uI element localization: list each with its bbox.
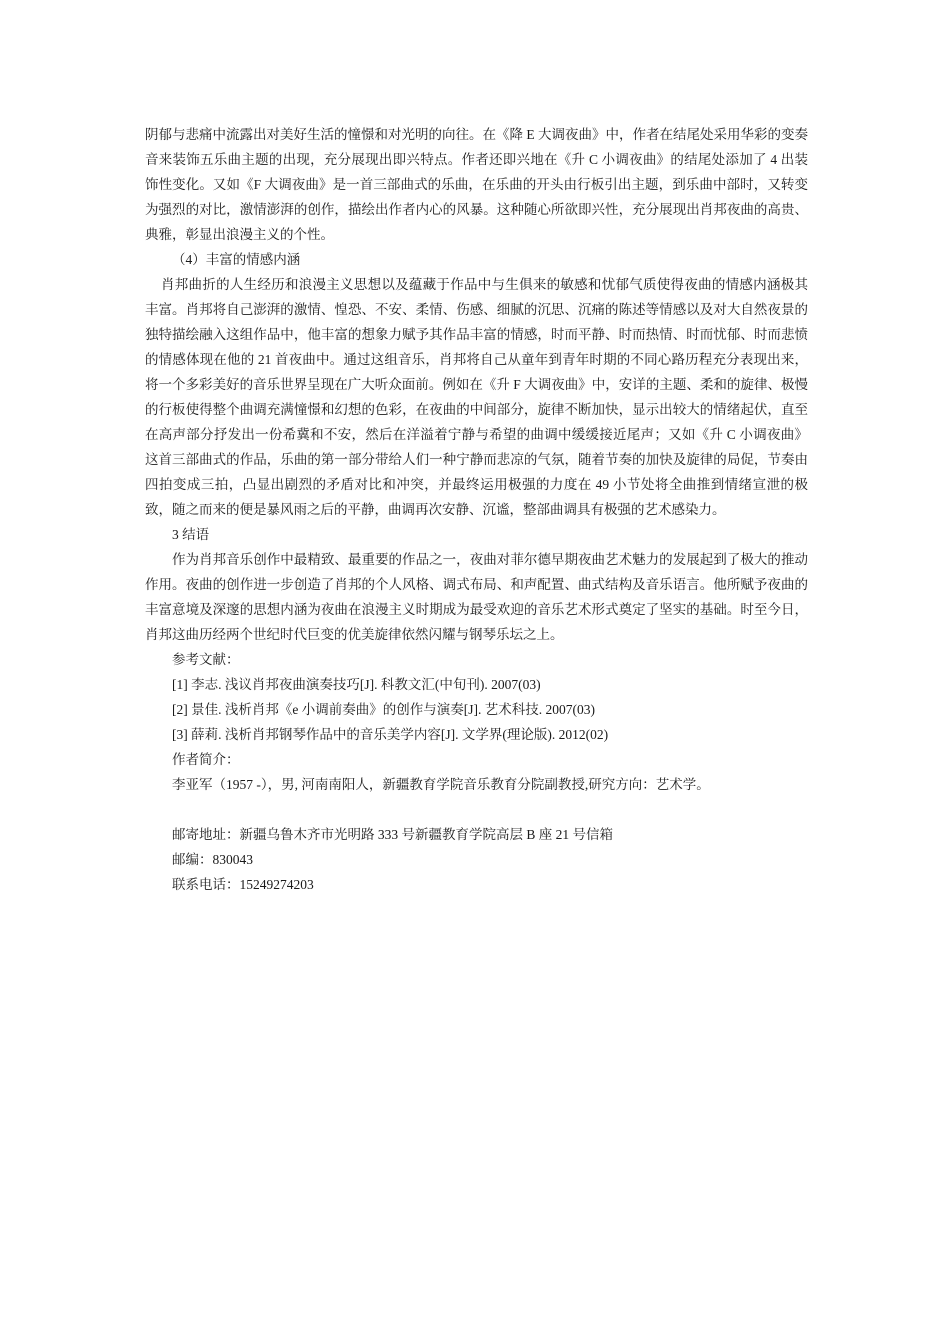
body-paragraph-1: 阴郁与悲痛中流露出对美好生活的憧憬和对光明的向往。在《降 E 大调夜曲》中，作者在结尾处采用华彩的变奏音来装饰五乐曲主题的出现，充分展现出即兴特点。作者还即兴地在《升 C 小调夜曲》的结尾处添加了 4 出装饰性变化。又如《F 大调夜曲》是一首三部曲式的乐曲，在乐曲的开头由行板引出主题，到乐曲中部时，又转变为强烈的对比，激情澎湃的创作，描绘出作者内心的风暴。这种随心所欲即兴性，充分展现出肖邦夜曲的高贵、典雅，彰显出浪漫主义的个性。 (145, 127, 808, 242)
body-paragraph-3: 作为肖邦音乐创作中最精致、最重要的作品之一，夜曲对菲尔德早期夜曲艺术魅力的发展起到了极大的推动作用。夜曲的创作进一步创造了肖邦的个人风格、调式布局、和声配置、曲式结构及音乐语言。他所赋予夜曲的丰富意境及深邃的思想内涵为夜曲在浪漫主义时期成为最受欢迎的音乐艺术形式奠定了坚实的基础。时至今日，肖邦这曲历经两个世纪时代巨变的优美旋律依然闪耀与钢琴乐坛之上。 (145, 552, 808, 642)
blank-line (172, 797, 808, 822)
phone-number: 联系电话：15249274203 (172, 877, 314, 892)
section-heading-conclusion: 3 结语 (172, 527, 210, 542)
mailing-address: 邮寄地址：新疆乌鲁木齐市光明路 333 号新疆教育学院高层 B 座 21 号信箱 (172, 827, 614, 842)
references-title: 参考文献： (172, 652, 240, 667)
postcode: 邮编：830043 (172, 852, 253, 867)
references (145, 647, 808, 747)
author-bio: 李亚军（1957 -），男, 河南南阳人，新疆教育学院音乐教育分院副教授,研究方向：艺术学。 (172, 777, 710, 792)
section-heading-4: （4）丰富的情感内涵 (172, 252, 301, 267)
author-info (145, 747, 808, 897)
reference-item: [3] 薛莉. 浅析肖邦钢琴作品中的音乐美学内容[J]. 文学界(理论版). 2012(02) (172, 727, 609, 742)
document-page (145, 122, 808, 897)
author-title: 作者简介： (172, 752, 240, 767)
body-paragraph-2: 肖邦曲折的人生经历和浪漫主义思想以及蕴藏于作品中与生俱来的敏感和忧郁气质使得夜曲的情感内涵极其丰富。肖邦将自己澎湃的激情、惶恐、不安、柔情、伤感、细腻的沉思、沉痛的陈述等情感以及对大自然夜景的独特描绘融入这组作品中，他丰富的想象力赋予其作品丰富的情感，时而平静、时而热情、时而忧郁、时而悲愤的情感体现在他的 21 首夜曲中。通过这组音乐，肖邦将自己从童年到青年时期的不同心路历程充分表现出来，将一个多彩美好的音乐世界呈现在广大听众面前。例如在《升 F 大调夜曲》中，安详的主题、柔和的旋律、极慢的行板使得整个曲调充满憧憬和幻想的色彩，在夜曲的中间部分，旋律不断加快，显示出较大的情绪起伏，直至在高声部分抒发出一份希冀和不安，然后在洋溢着宁静与希望的曲调中缓缓接近尾声；又如《升 C 小调夜曲》这首三部曲式的作品，乐曲的第一部分带给人们一种宁静而悲凉的气氛，随着节奏的加快及旋律的局促，节奏由四拍变成三拍，凸显出剧烈的矛盾对比和冲突，并最终运用极强的力度在 49 小节处将全曲推到情绪宣泄的极致，随之而来的便是暴风雨之后的平静，曲调再次安静、沉谧，整部曲调具有极强的艺术感染力。 (145, 277, 808, 517)
reference-item: [1] 李志. 浅议肖邦夜曲演奏技巧[J]. 科教文汇(中旬刊). 2007(03) (172, 677, 541, 692)
reference-item: [2] 景佳. 浅析肖邦《e 小调前奏曲》的创作与演奏[J]. 艺术科技. 2007(03) (172, 702, 595, 717)
